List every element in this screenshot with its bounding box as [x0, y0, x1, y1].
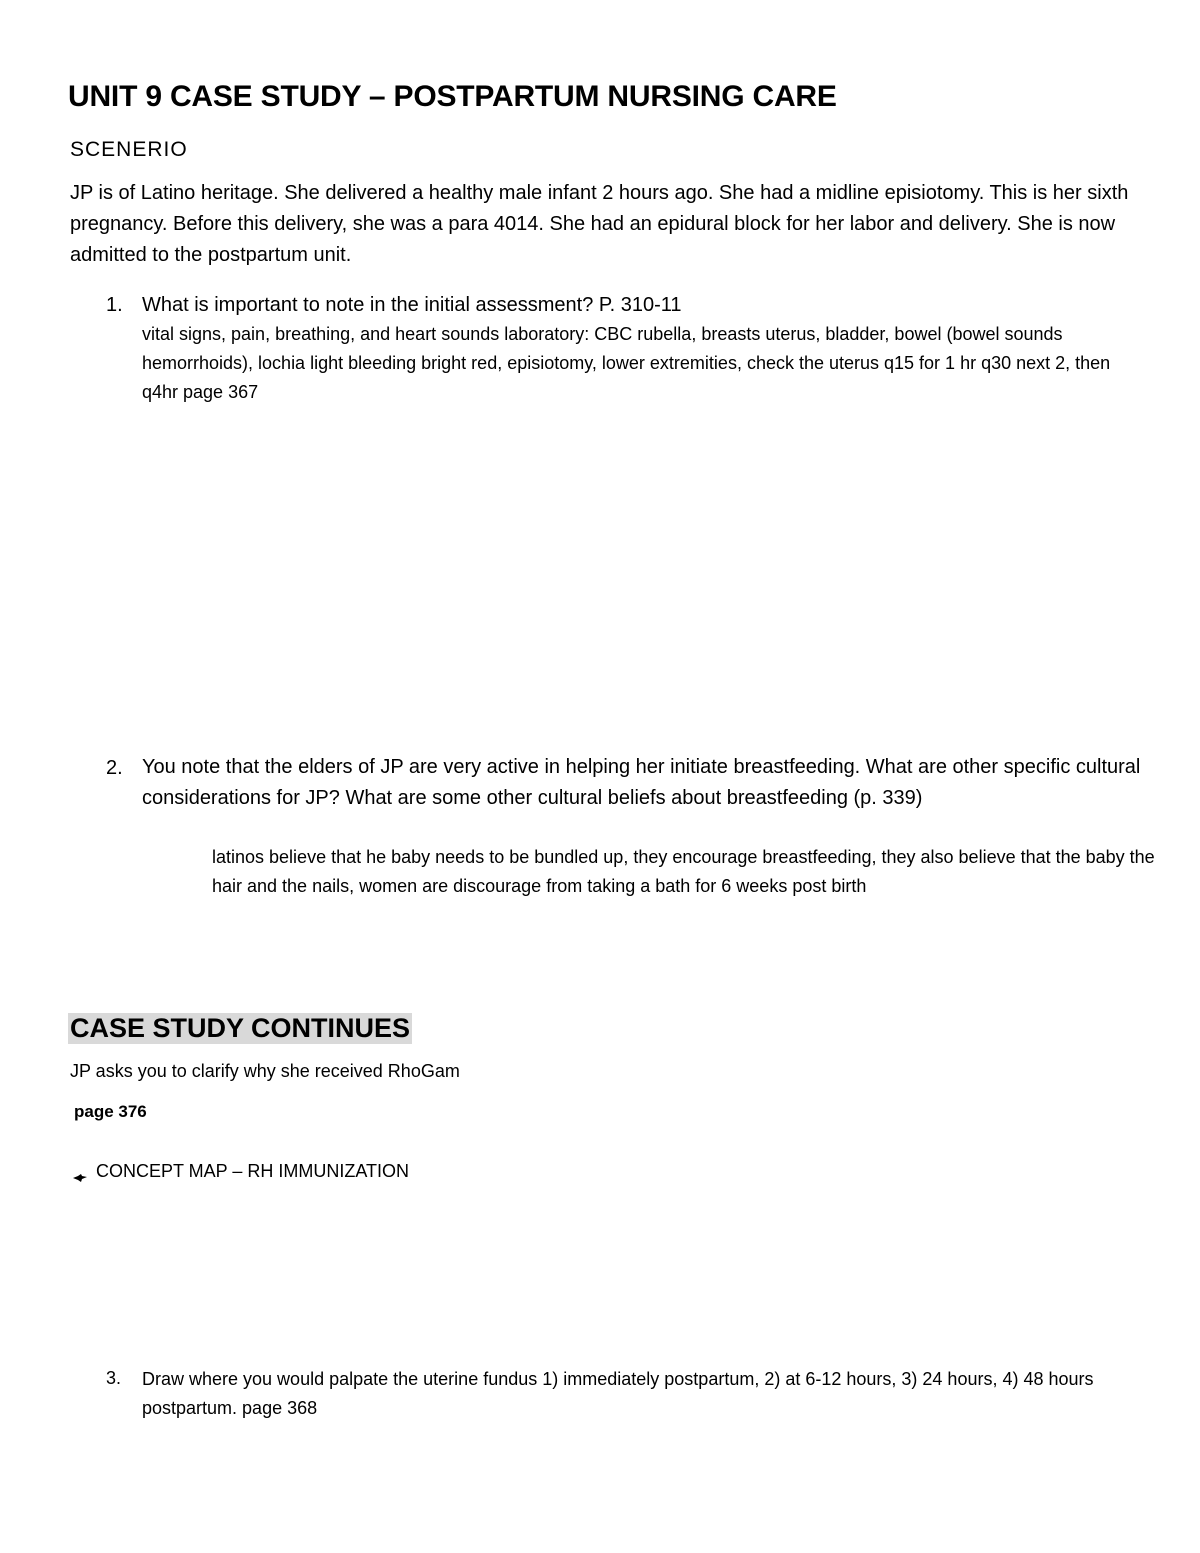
- question-1-answer: vital signs, pain, breathing, and heart sounds laboratory: CBC rubella, breasts uterus, bladder, bowel (bowel sounds hemorrhoids), lochia light bleeding bright red, episiotomy, lower extremities, check the uterus q15 for 1 hr q30 next 2, then q4hr page 367: [142, 324, 1111, 402]
- question-1-text: What is important to note in the initial assessment? P. 310-11: [142, 294, 682, 316]
- scenario-label: SCENERIO: [70, 138, 188, 161]
- section-title-case-study-continues: CASE STUDY CONTINUES: [70, 1013, 411, 1043]
- concept-map-line: [72, 1161, 409, 1182]
- bird-icon: [72, 1167, 88, 1177]
- question-3-number: 3.: [106, 1368, 122, 1388]
- section-2-text: JP asks you to clarify why she received RhoGam: [70, 1061, 460, 1081]
- question-3-text: Draw where you would palpate the uterine fundus 1) immediately postpartum, 2) at 6-12 hours, 3) 24 hours, 4) 48 hours postpartum. page 368: [142, 1369, 1094, 1418]
- question-2-text: You note that the elders of JP are very active in helping her initiate breastfeeding. What are other specific cultural considerations for JP? What are some other cultural beliefs about breastfeeding (p. 339): [142, 756, 1141, 809]
- concept-map-label: CONCEPT MAP – RH IMMUNIZATION: [96, 1161, 410, 1181]
- page-title: UNIT 9 CASE STUDY – POSTPARTUM NURSING CARE: [68, 80, 837, 113]
- scenario-text: JP is of Latino heritage. She delivered a healthy male infant 2 hours ago. She had a midline episiotomy. This is her sixth pregnancy. Before this delivery, she was a para 4014. She had an epidural block for her labor and delivery. She is now admitted to the postpartum unit.: [70, 182, 1129, 266]
- question-2-number: 2.: [106, 757, 123, 779]
- question-1-number: 1.: [106, 294, 123, 316]
- section-2-page-ref: page 376: [74, 1102, 147, 1121]
- question-2-answer: latinos believe that he baby needs to be bundled up, they encourage breastfeeding, they also believe that the baby the hair and the nails, women are discourage from taking a bath for 6 weeks post birth: [212, 847, 1155, 896]
